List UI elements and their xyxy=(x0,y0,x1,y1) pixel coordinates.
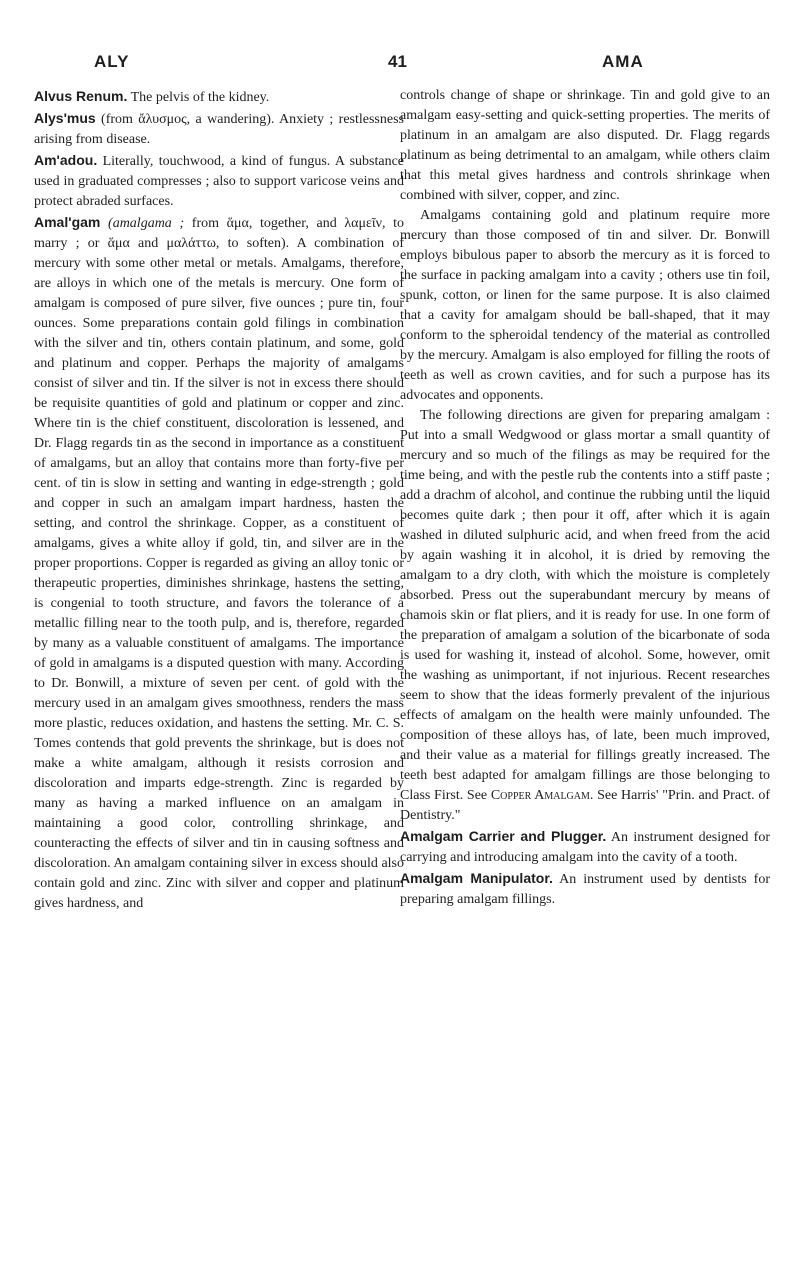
headword: Alvus Renum. xyxy=(34,88,128,104)
entry-amalgam xyxy=(34,212,404,914)
entry-amalgam-carrier xyxy=(400,826,770,868)
headword: Amalgam Manipulator. xyxy=(400,870,553,886)
definition: Literally, touchwood, a kind of fungus. A substance used in graduated compresses ; also to support varicose veins and protect abraded surfaces. xyxy=(34,154,404,209)
headword: Alys'mus xyxy=(34,110,96,126)
headword: Amalgam Carrier and Plugger. xyxy=(400,828,607,844)
definition: from ἅμα, together, and λαμεῖν, to marry ; or ἅμα and μαλάττω, to soften). A combination of mercury with some other metal or metals. Amalgams, therefore, are alloys in which one of the metals is mercury. One form of amalgam is composed of pure silver, five ounces ; pure tin, four ounces. Some preparations contain gold filings in combination with the silver and tin, others contain platinum, and some, gold and platinum and copper. Perhaps the majority of amalgams consist of silver and tin. If the silver is not in excess there should be requisite quantities of gold and platinum or copper and zinc. Where tin is the chief constituent, discoloration is lessened, and Dr. Flagg regards tin as the second in importance as a constituent of amalgams, but an alloy that contains more than forty-five per cent. of tin is slow in setting and wanting in edge-strength ; gold and copper in such an amalgam impart hardness, hasten the setting, and control the shrinkage. Copper, as a constituent of amalgams, gives a white alloy if gold, tin, and silver are in the proper proportions. Copper is regarded as giving an alloy tonic or therapeutic properties, diminishes shrinkage, hastens the setting, is congenial to tooth structure, and favors the tolerance of a metallic filling near to the tooth pulp, and is, therefore, regarded by many as a valuable constituent of amalgams. The importance of gold in amalgams is a disputed question with many. According to Dr. Bonwill, a mixture of seven per cent. of gold with the mercury used in an amalgam gives smoothness, renders the mass more plastic, reduces oxidation, and hastens the setting. Mr. C. S. Tomes contends that gold prevents the shrinkage, but is does not make a white amalgam, although it resists corrosion and discoloration and imparts edge-strength. Zinc is regarded by many as having a marked influence on an amalgam in maintaining a good color, controlling shrinkage, and counteracting the effects of silver and tin in causing softness and discoloration. An amalgam containing silver in excess should also contain gold and zinc. Zinc with silver and copper and platinum gives hardness, and xyxy=(34,216,405,911)
directions-text: The following directions are given for preparing amalgam : Put into a small Wedgwood or glass mortar a small quantity of mercury and so much of the filings as may be required for the time being, and with the pestle rub the contents into a stiff paste ; add a drachm of alcohol, and continue the rubbing until the liquid becomes quite dark ; then pour it off, after which it is again washed in diluted sulphuric acid, and when freed from the acid by again washing it in alcohol, it is dried by removing the amalgam to a dry cloth, with which the moisture is completely absorbed. Press out the superabundant mercury by means of chamois skin or flat pliers, and it is ready for use. In one form of the preparation of amalgam a solution of the bicarbonate of soda is used for washing it, instead of alcohol. Some, however, omit the washing as unimportant, if not injurious. Recent researches seem to show that the ideas formerly prevalent of the injurious effects of amalgam on the health were mainly unfounded. The composition of these alloys has, of late, been much improved, and their value as a material for fillings greatly increased. The teeth best adapted for amalgam fillings are those belonging to Class First. See xyxy=(400,408,770,803)
right-column xyxy=(400,86,770,910)
page-number: 41 xyxy=(388,52,407,71)
definition: An instrument used by dentists for preparing amalgam fillings. xyxy=(400,872,770,907)
definition: An instrument designed for carrying and introducing amalgam into the cavity of a tooth. xyxy=(400,830,771,865)
left-column xyxy=(34,86,404,914)
headword: Am'adou. xyxy=(34,152,98,168)
entry-amadou xyxy=(34,150,404,212)
headword: Amal'gam xyxy=(34,214,101,230)
header-right-guide-word: AMA xyxy=(602,52,644,71)
directions-tail: See Harris' "Prin. and Pract. of Dentistry." xyxy=(400,788,770,823)
amalgam-directions-paragraph xyxy=(400,406,770,826)
cross-reference-link[interactable]: Copper Amalgam. xyxy=(490,788,594,803)
definition: (from ἄλυσμος, a wandering). Anxiety ; restlessness arising from disease. xyxy=(34,112,404,147)
header-left-guide-word: ALY xyxy=(94,52,130,71)
amalgam-mercury-paragraph: Amalgams containing gold and platinum require more mercury than those composed of tin and silver. Dr. Bonwill employs bibulous paper to absorb the mercury as it is forced to the surface in packing amalgam into a cavity ; others use tin foil, spunk, cotton, or linen for the same purpose. It is also claimed that a cavity for amalgam should be ball-shaped, that it may conform to the spheroidal tendency of the material as controlled by the mercury. Amalgam is also employed for filling the roots of teeth as well as crown cavities, and for such a purpose has its advocates and opponents. xyxy=(400,208,770,403)
running-header xyxy=(0,52,801,76)
entry-alvus-renum xyxy=(34,86,404,108)
entry-alysmus xyxy=(34,108,404,150)
amalgam-continued-paragraph: controls change of shape or shrinkage. Tin and gold give to an amalgam easy-setting and quick-setting properties. The merits of platinum in an amalgam are also disputed. Dr. Flagg regards platinum as being detrimental to an amalgam, while others claim that this metal gives hardness and controls shrinkage when combined with silver, copper, and zinc. xyxy=(400,88,770,203)
etymology-latin: (amalgama ; xyxy=(108,216,185,231)
entry-amalgam-manipulator xyxy=(400,868,770,910)
definition: The pelvis of the kidney. xyxy=(127,90,270,105)
